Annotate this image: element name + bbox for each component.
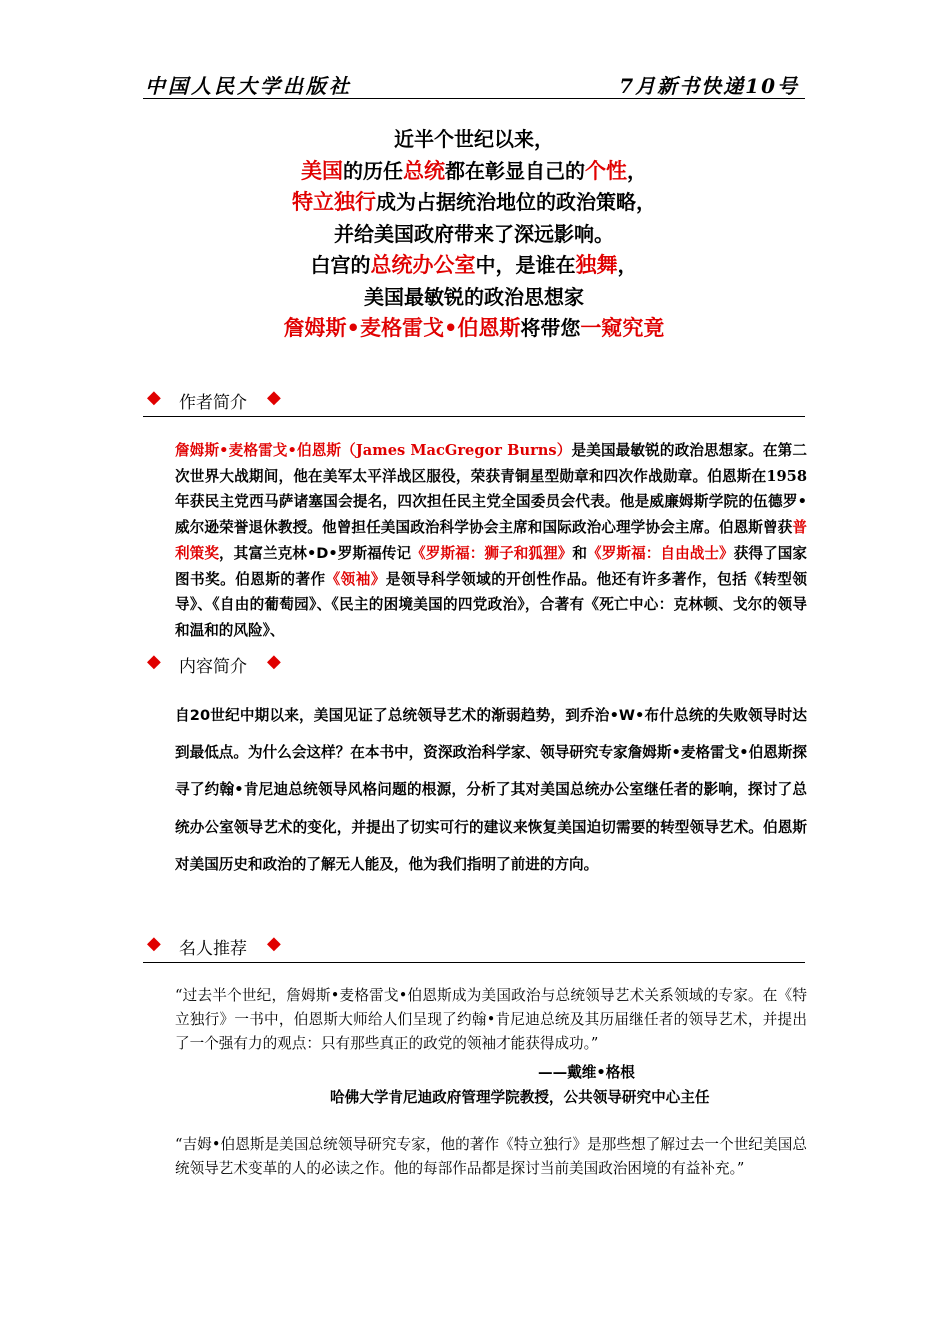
intro-line: 詹姆斯•麦格雷戈•伯恩斯将带您一窥究竟 [283,316,665,340]
recommend-quote-1: “过去半个世纪，詹姆斯•麦格雷戈•伯恩斯成为美国政治与总统领导艺术关系领域的专家。在《特立独行》一书中，伯恩斯大师给人们呈现了约翰•肯尼迪总统及其历届继任者的领导艺术，并提出了一个强有力的观点：只有那些真正的政党的领袖才能获得成功。” [175,987,807,1053]
intro-line: 美国最敏锐的政治思想家 [364,284,584,309]
recommender-name: ——戴维•格根 [538,1064,635,1081]
intro-blurb [143,124,805,345]
diamond-icon: ◆ [147,933,161,954]
diamond-icon: ◆ [147,387,161,408]
diamond-icon: ◆ [267,651,281,672]
page-header [143,66,805,99]
recommender-title: 哈佛大学肯尼迪政府管理学院教授，公共领导研究中心主任 [330,1089,710,1106]
recommend-quote-2: “吉姆•伯恩斯是美国总统领导研究专家，他的著作《特立独行》是那些想了解过去一个世纪美国总统领导艺术变革的人的必读之作。他的每部作品都是探讨当前美国政治困境的有益补充。” [175,1136,807,1178]
content-summary: 自20世纪中期以来，美国见证了总统领导艺术的渐弱趋势，到乔治•W•布什总统的失败领导时达到最低点。为什么会这样？在本书中，资深政治科学家、领导研究专家詹姆斯•麦格雷戈•伯恩斯探寻了约翰•肯尼迪总统领导风格问题的根源，分析了其对美国总统办公室继任者的影响，探讨了总统办公室领导艺术的变化，并提出了切实可行的建议来恢复美国迫切需要的转型领导艺术。伯恩斯对美国历史和政治的了解无人能及，他为我们指明了前进的方向。 [175,707,807,873]
diamond-icon: ◆ [147,651,161,672]
intro-line: 特立独行成为占据统治地位的政治策略， [292,190,656,214]
section-title: 内容简介 [179,657,247,677]
section-recommend-heading [143,932,805,963]
diamond-icon: ◆ [267,387,281,408]
diamond-icon: ◆ [267,933,281,954]
section-content-heading [143,650,805,678]
section-author-heading [143,386,805,417]
intro-line: 近半个世纪以来， [394,127,554,151]
publisher-name: 中国人民大学出版社 [145,74,352,98]
intro-line: 美国的历任总统都在彰显自己的个性， [301,158,647,183]
section-title: 名人推荐 [179,939,247,959]
intro-line: 并给美国政府带来了深远影响。 [334,221,614,246]
intro-line: 白宫的总统办公室中，是谁在独舞， [310,253,638,277]
author-bio: 詹姆斯•麦格雷戈•伯恩斯（James MacGregor Burns）是美国最敏锐的政治思想家。在第二次世界大战期间，他在美军太平洋战区服役，荣获青铜星型勋章和四次作战勋章。伯恩斯在1958年获民主党西马萨诸塞国会提名，四次担任民主党全国委员会代表。他是威廉姆斯学院的伍德罗•威尔逊荣誉退休教授。他曾担任美国政治科学协会主席和国际政治心理学协会主席。伯恩斯曾获普利策奖，其富兰克林•D•罗斯福传记《罗斯福：狮子和狐狸》和《罗斯福：自由战士》获得了国家图书奖。伯恩斯的著作《领袖》是领导科学领域的开创性作品。他还有许多著作，包括《转型领导》、《自由的葡萄园》、《民主的困境美国的四党政治》，合著有《死亡中心：克林顿、戈尔的领导和温和的风险》、 [175,442,807,639]
issue-label: 7月新书快递10号 [619,74,799,98]
section-title: 作者简介 [179,393,247,413]
